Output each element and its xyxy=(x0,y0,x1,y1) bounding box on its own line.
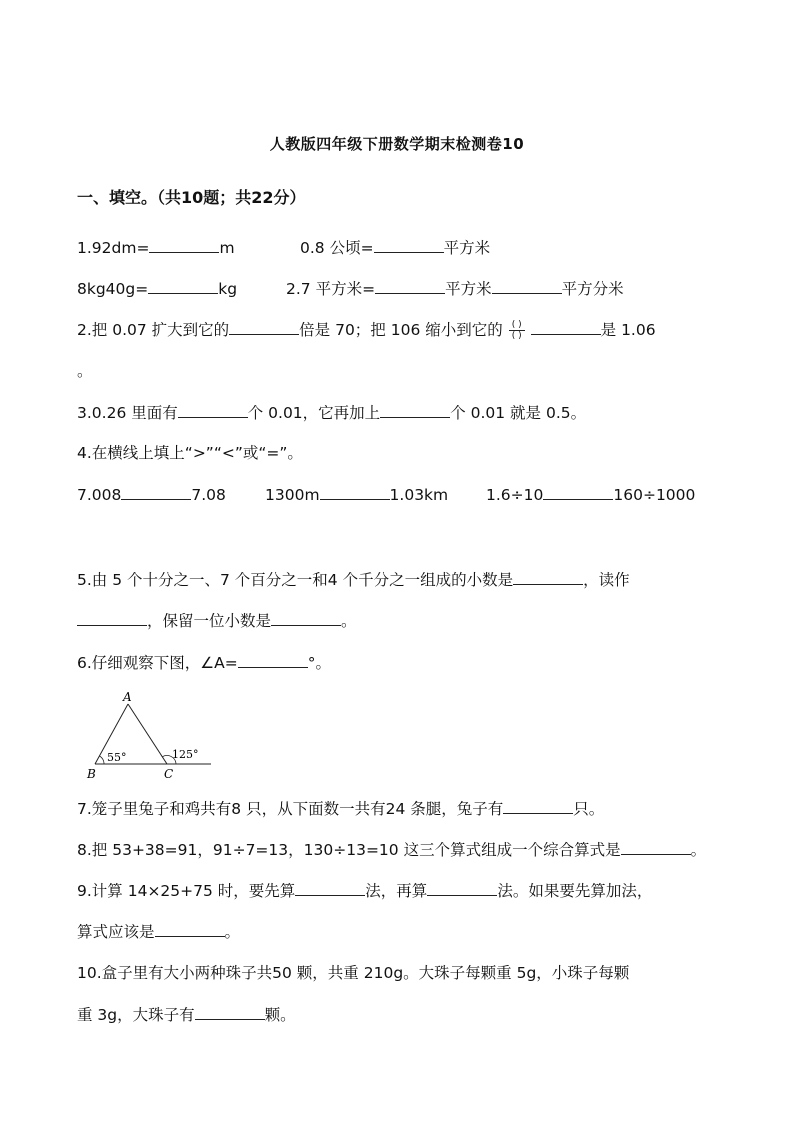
answer-blank[interactable] xyxy=(503,797,573,814)
q4-c-right: 160÷1000 xyxy=(613,486,696,504)
q10-text-1: 10.盒子里有大小两种珠子共50 颗，共重 210g。大珠子每颗重 5g，小珠子每颗 xyxy=(77,964,630,982)
section-heading: 一、填空。（共10题；共22分） xyxy=(77,188,306,207)
answer-blank[interactable] xyxy=(238,651,308,668)
fraction-denominator: ( ) xyxy=(511,331,522,341)
q8-text-2: 。 xyxy=(690,841,707,859)
q1-c-unit: kg xyxy=(218,280,238,298)
answer-blank[interactable] xyxy=(121,483,191,500)
answer-blank[interactable] xyxy=(178,401,248,418)
question-7 xyxy=(77,797,604,820)
answer-blank[interactable] xyxy=(149,236,219,253)
q1-b-unit: 平方米 xyxy=(443,239,491,257)
fraction-placeholder[interactable] xyxy=(509,320,525,341)
answer-blank[interactable] xyxy=(375,277,445,294)
q4-item-b xyxy=(265,483,448,506)
q3-text-2: 个 0.01，它再加上 xyxy=(247,404,381,422)
q5-text-3: ，保留一位小数是 xyxy=(147,612,272,630)
q6-text-2: °。 xyxy=(307,654,332,672)
q9-text-5: 。 xyxy=(224,923,241,941)
answer-blank[interactable] xyxy=(427,879,497,896)
answer-blank[interactable] xyxy=(320,483,390,500)
q10-text-3: 颗。 xyxy=(264,1006,296,1024)
q10-text-2: 重 3g，大珠子有 xyxy=(77,1006,195,1024)
q5-text-2: ，读作 xyxy=(583,571,630,589)
q6-text-1: 6.仔细观察下图，∠A= xyxy=(77,654,238,672)
q4-a-left: 7.008 xyxy=(77,486,122,504)
question-5-line-2 xyxy=(77,609,357,632)
answer-blank[interactable] xyxy=(621,838,691,855)
fraction-numerator: ( ) xyxy=(509,320,525,331)
answer-blank[interactable] xyxy=(492,277,562,294)
angle-b-arc xyxy=(100,756,105,764)
answer-blank[interactable] xyxy=(380,401,450,418)
answer-blank[interactable] xyxy=(374,236,444,253)
q1-part-c xyxy=(77,277,237,300)
answer-blank[interactable] xyxy=(229,318,299,335)
q1-b-text: 0.8 公顷= xyxy=(300,239,374,257)
question-3 xyxy=(77,401,586,424)
vertex-label-b: B xyxy=(87,767,96,781)
question-2-line-2 xyxy=(77,360,93,382)
question-8 xyxy=(77,838,706,861)
answer-blank[interactable] xyxy=(155,920,225,937)
question-10-line-2 xyxy=(77,1003,296,1026)
answer-blank[interactable] xyxy=(531,318,601,335)
answer-blank[interactable] xyxy=(271,609,341,626)
vertex-label-c: C xyxy=(164,767,174,781)
q1-d-unit-2: 平方分米 xyxy=(561,280,624,298)
q1-d-unit-1: 平方米 xyxy=(445,280,492,298)
answer-blank[interactable] xyxy=(77,609,147,626)
answer-blank[interactable] xyxy=(513,568,583,585)
q8-text-1: 8.把 53+38=91，91÷7=13，130÷13=10 这三个算式组成一个综合算式是 xyxy=(77,841,621,859)
q2-text-1: 2.把 0.07 扩大到它的 xyxy=(77,321,230,339)
question-9-line-2 xyxy=(77,920,240,943)
q1-a-unit: m xyxy=(219,239,235,257)
q1-d-text: 2.7 平方米= xyxy=(286,280,376,298)
q4-b-right: 1.03km xyxy=(389,486,449,504)
q5-text-4: 。 xyxy=(341,612,357,630)
question-4-text: 4.在横线上填上“>”“<”或“=”。 xyxy=(77,444,303,462)
triangle-figure xyxy=(85,690,225,782)
q1-part-b xyxy=(300,236,490,259)
vertex-label-a: A xyxy=(123,690,132,704)
q4-item-a xyxy=(77,483,226,506)
q2-text-3: 是 1.06 xyxy=(600,321,656,339)
question-9-line-1 xyxy=(77,879,652,902)
q1-part-d xyxy=(286,277,624,300)
q9-text-3: 法。如果要先算加法， xyxy=(497,882,653,900)
angle-b-value: 55° xyxy=(107,751,127,764)
q1-c-text: 8kg40g= xyxy=(77,280,149,298)
question-6 xyxy=(77,651,331,674)
answer-blank[interactable] xyxy=(543,483,613,500)
q2-text-2: 倍是 70；把 106 缩小到它的 xyxy=(299,321,503,339)
q4-item-c xyxy=(486,483,695,506)
q3-text-1: 3.0.26 里面有 xyxy=(77,404,178,422)
answer-blank[interactable] xyxy=(295,879,365,896)
q2-text-4: 。 xyxy=(77,362,93,380)
side-ac xyxy=(128,704,167,764)
q1-a-text: 1.92dm= xyxy=(77,239,150,257)
q7-text-1: 7.笼子里兔子和鸡共有8 只，从下面数一共有24 条腿，兔子有 xyxy=(77,800,504,818)
question-10-line-1 xyxy=(77,962,629,984)
q9-text-1: 9.计算 14×25+75 时，要先算 xyxy=(77,882,296,900)
answer-blank[interactable] xyxy=(148,277,218,294)
q9-text-2: 法，再算 xyxy=(365,882,428,900)
q3-text-3: 个 0.01 就是 0.5。 xyxy=(450,404,587,422)
question-5-line-1 xyxy=(77,568,630,591)
answer-blank[interactable] xyxy=(195,1003,265,1020)
angle-c-value: 125° xyxy=(172,748,199,761)
q5-text-1: 5.由 5 个十分之一、7 个百分之一和4 个千分之一组成的小数是 xyxy=(77,571,514,589)
question-2-line-1 xyxy=(77,318,656,341)
q4-a-right: 7.08 xyxy=(191,486,226,504)
q9-text-4: 算式应该是 xyxy=(77,923,155,941)
page-title: 人教版四年级下册数学期末检测卷10 xyxy=(269,135,525,153)
q7-text-2: 只。 xyxy=(573,800,605,818)
q4-c-left: 1.6÷10 xyxy=(486,486,544,504)
q1-part-a xyxy=(77,236,235,259)
q4-b-left: 1300m xyxy=(265,486,320,504)
